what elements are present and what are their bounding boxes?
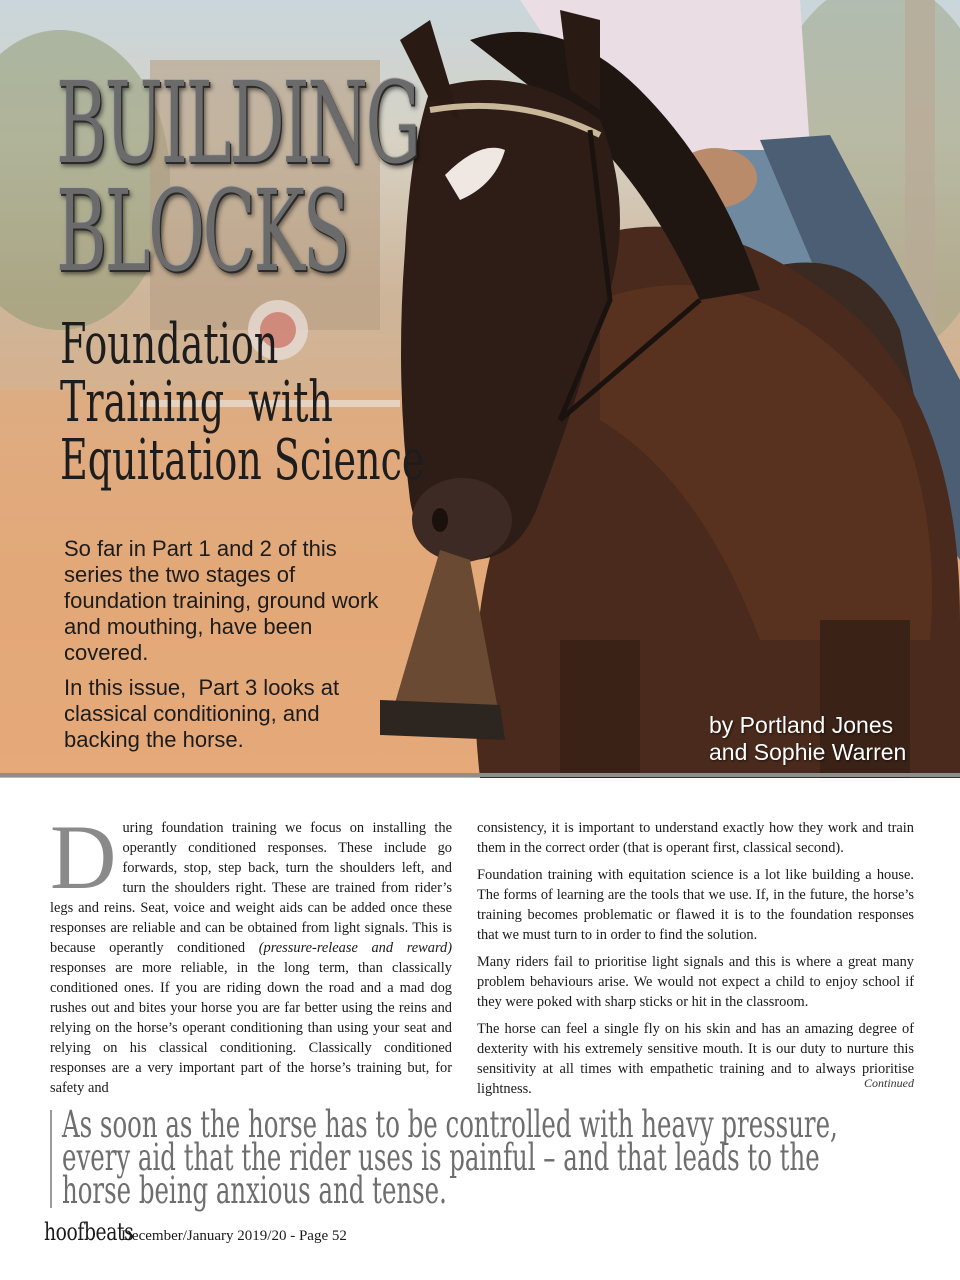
pullquote-line2: every aid that the rider uses is painful – and that leads to the [62,1136,820,1179]
paragraph-text: responses are more reliable, in the long term, than classically conditioned ones. If you are riding down the road and a mad dog rushes out and bites your horse you are far better using the reins and relying on the horse’s operant conditioning than using your seat and relying on his classical conditioning. Classically conditioned responses are a very important part of the horse’s training but, for safety and [50,960,452,1096]
headline-line2: BLOCKS [56,167,348,297]
magazine-brand: hoofbeats [44,1218,134,1246]
article-paragraph: consistency, it is important to understand exactly how they work and train them in the correct order (that is operant first, classical second). [477,820,914,856]
byline-line2: and Sophie Warren [709,739,907,765]
article-column-left [50,806,452,1105]
article-paragraph [50,806,452,1098]
intro-paragraph-2: In this issue, Part 3 looks at classical conditioning, and backing the horse. [64,675,346,752]
intro-paragraph-1: So far in Part 1 and 2 of this series the two stages of foundation training, ground work and mouthing, have been covered. [64,536,379,665]
pullquote-line1: As soon as the horse has to be controlled with heavy pressure, [62,1103,838,1146]
drop-cap: D [50,806,117,908]
byline-line1: by Portland Jones [709,712,894,738]
continued-label: Continued [864,1076,914,1090]
subtitle-line1: Foundation [60,312,279,377]
pullquote [62,1103,907,1212]
article-column-right [477,818,914,1106]
pullquote-line3: horse being anxious and tense. [62,1169,447,1212]
subtitle-line3: Equitation Science [60,428,425,493]
paragraph-emphasis: (pressure-release and reward) [258,940,452,956]
issue-and-page: December/January 2019/20 - Page 52 [121,1228,347,1244]
byline [709,712,949,766]
subtitle-line2: Training with [60,370,333,435]
article-paragraph: Many riders fail to prioritise light signals and this is where a great many problem behaviours arise. We would not expect a child to enjoy school if they were poked with sharp sticks or hit in the classroom. [477,954,914,1010]
article-paragraph: Foundation training with equitation science is a lot like building a house. The forms of learning are the tools that we use. If, in the future, the horse’s training becomes problematic or flawed it is to the foundation responses that we must turn to in order to find the solution. [477,867,914,943]
paragraph-text: uring foundation training we focus on installing the operantly conditioned responses. These include go forwards, stop, step back, turn the shoulders left, and turn the shoulders right. These are trained from rider’s legs and reins. Seat, voice and weight aids can be added once these responses are reliable and can be obtained from light signals. This is because operantly conditioned [50,820,452,956]
article-paragraph: The horse can feel a single fly on his skin and has an amazing degree of dexterity with his extremely sensitive mouth. It is our duty to nurture this sensitivity at all times with empathetic training and to always prioritise lightness. [477,1021,914,1097]
page-footer [44,1218,347,1244]
headline-line1: BUILDING [56,59,419,189]
pullquote-bar [50,1110,52,1208]
hero-divider [0,773,960,777]
